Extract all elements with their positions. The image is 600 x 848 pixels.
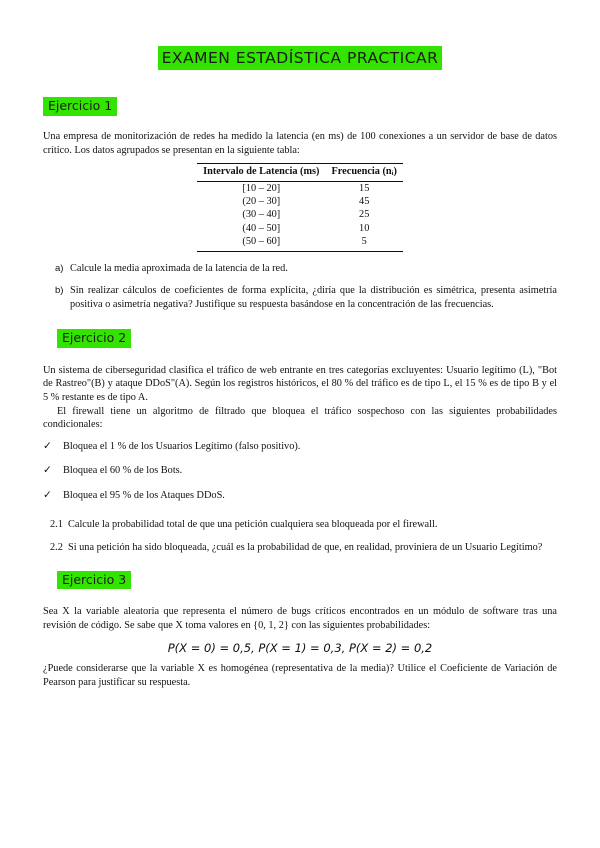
page-title: EXAMEN ESTADÍSTICA PRACTICAR [158, 46, 443, 70]
table-row [197, 195, 403, 208]
table-cell-interval: (20 – 30] [242, 196, 281, 208]
question-b-text: Sin realizar cálculos de coeficientes de forma explícita, ¿diría que la distribución es simétrica, presenta asimetría positiva o asimetría negativa? Justifique su respuesta basándose en la concentración de las frecuencias. [70, 285, 557, 310]
checklist-text: Bloquea el 60 % de los Bots. [63, 465, 183, 477]
exercise-3-paragraph-1: Sea X la variable aleatoria que representa el número de bugs críticos encontrados en un módulo de software tras una revisión de código. Se sabe que X toma valores en {0, 1, 2} con las siguientes probabilidades: [43, 606, 557, 631]
exercise-1-questions [43, 262, 557, 312]
question-2-1-text: Calcule la probabilidad total de que una petición cualquiera sea bloqueada por el firewall. [68, 519, 438, 531]
exercise-3-paragraph-2: ¿Puede considerarse que la variable X es homogénea (representativa de la media)? Utilice el Coeficiente de Variación de Pearson para justificar su respuesta. [43, 663, 557, 688]
table-header-frequency: Frecuencia (nᵢ) [326, 164, 403, 182]
table-cell-frequency: 25 [359, 209, 370, 221]
check-icon: ✓ [43, 465, 52, 477]
question-a-label: a) [55, 262, 64, 274]
exercise-2-heading: Ejercicio 2 [57, 329, 131, 348]
table-cell-interval: (50 – 60] [197, 235, 325, 251]
table-row [197, 181, 403, 195]
question-2-1 [50, 518, 557, 532]
exercise-1-intro: Una empresa de monitorización de redes ha medido la latencia (en ms) de 100 conexiones a un servidor de base de datos crítico. Los datos agrupados se presentan en la siguiente tabla: [43, 130, 557, 156]
table-cell-frequency: 15 [359, 182, 370, 194]
table-header-interval: Intervalo de Latencia (ms) [197, 164, 325, 182]
table-row [197, 208, 403, 221]
question-2-2-label: 2.2 [50, 542, 63, 553]
exercise-2-paragraph-1: Un sistema de ciberseguridad clasifica el tráfico de web entrante en tres categorías excluyentes: Usuario legítimo (L), "Bot de Rastreo"(B) y ataque DDoS"(A). Según los registros históricos, el 80 % del tráfico es de tipo L, el 15 % es de tipo B y el 5 % restante es de tipo A. [43, 364, 557, 403]
checklist-text: Bloquea el 1 % de los Usuarios Legítimo (falso positivo). [63, 440, 301, 452]
table-cell-interval: [10 – 20] [242, 182, 281, 194]
table-row [197, 222, 403, 235]
question-a [55, 262, 557, 276]
table-row [197, 235, 403, 251]
question-2-1-label: 2.1 [50, 519, 63, 531]
exercise-3-heading: Ejercicio 3 [57, 571, 131, 590]
question-2-2 [50, 541, 557, 555]
probability-formula: P(X = 0) = 0,5, P(X = 1) = 0,3, P(X = 2) = 0,2 [167, 641, 433, 656]
question-b-label: b) [55, 285, 64, 297]
list-item [43, 440, 557, 454]
exercise-2-paragraph-2: El firewall tiene un algoritmo de filtrado que bloquea el tráfico sospechoso con las siguientes probabilidades condicionales: [43, 405, 557, 431]
frequency-table [197, 163, 403, 251]
question-a-text: Calcule la media aproximada de la latencia de la red. [70, 262, 288, 274]
table-cell-frequency: 45 [359, 196, 370, 208]
table-cell-frequency: 10 [359, 222, 370, 234]
title-block [43, 0, 557, 70]
exercise-1-heading: Ejercicio 1 [43, 97, 117, 116]
table-cell-interval: (30 – 40] [242, 209, 281, 221]
list-item [43, 464, 557, 478]
question-b [55, 284, 557, 311]
table-cell-interval: (40 – 50] [242, 222, 281, 234]
check-icon: ✓ [43, 440, 52, 452]
list-item [43, 489, 557, 503]
table-cell-frequency: 5 [326, 235, 403, 251]
question-2-2-text: Si una petición ha sido bloqueada, ¿cuál es la probabilidad de que, en realidad, proviniera de un Usuario Legítimo? [68, 542, 543, 553]
checklist [43, 440, 557, 503]
checklist-text: Bloquea el 95 % de los Ataques DDoS. [63, 489, 225, 501]
check-icon: ✓ [43, 489, 52, 501]
